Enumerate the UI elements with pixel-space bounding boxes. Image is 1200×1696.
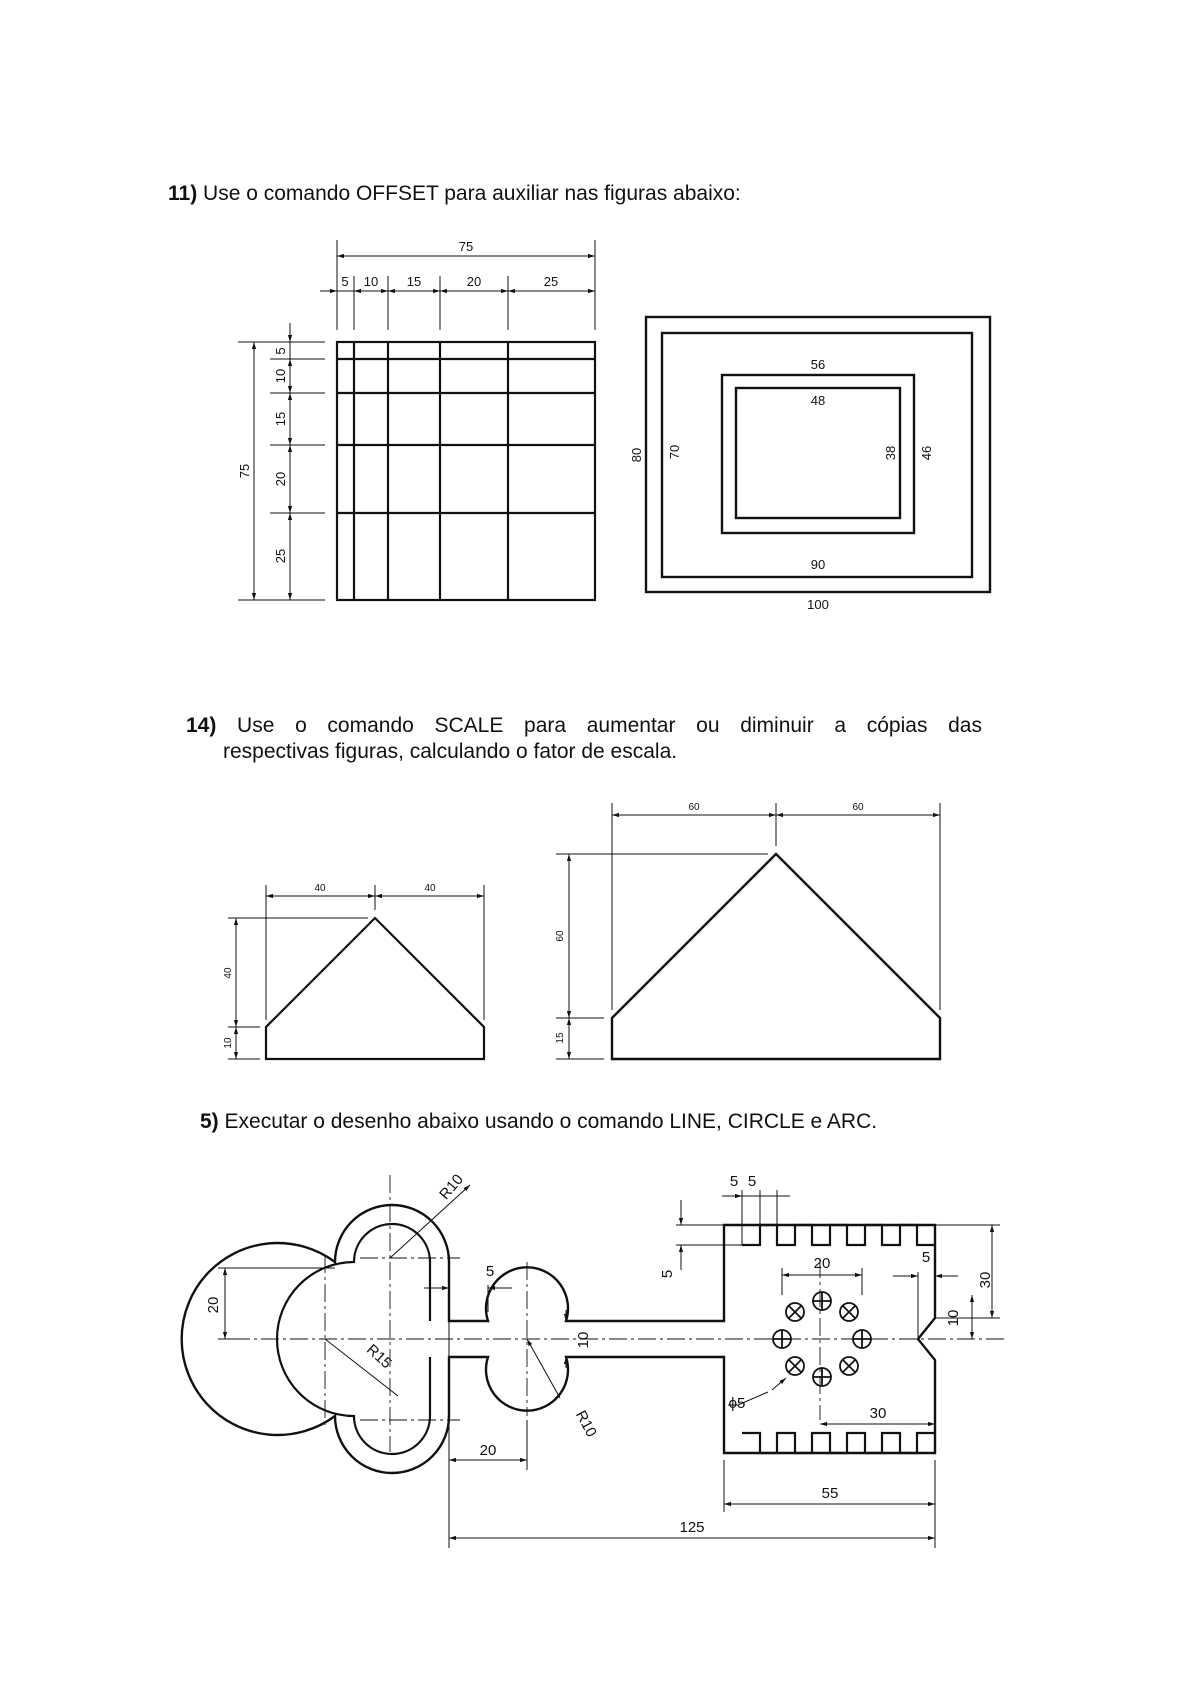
scale-small-figure xyxy=(223,883,484,1059)
dim-5-tooth-1: 5 xyxy=(729,1173,739,1190)
dim-48: 48 xyxy=(810,393,826,408)
question-number: 11) xyxy=(168,182,198,205)
grid-dimensions xyxy=(238,240,595,600)
dim-20-bottom: 20 xyxy=(479,1442,497,1459)
dim-55: 55 xyxy=(821,1485,839,1502)
small-house-shape xyxy=(266,918,484,1059)
dim-small-width-2: 40 xyxy=(424,883,436,894)
dim-large-height-1: 60 xyxy=(555,930,566,942)
offset-grid-figure xyxy=(237,239,595,600)
dim-height-1: 5 xyxy=(273,347,288,355)
dim-small-height-1: 40 xyxy=(223,967,234,979)
dim-large-width-1: 60 xyxy=(688,802,700,813)
dim-30-vertical: 30 xyxy=(977,1271,994,1289)
dim-r15: R15 xyxy=(363,1341,395,1373)
key-figure xyxy=(182,1171,1005,1548)
dim-width-3: 15 xyxy=(406,274,422,289)
dim-width-1: 5 xyxy=(341,274,349,289)
dim-5-notch: 5 xyxy=(921,1249,931,1266)
dim-phi5: ϕ5 xyxy=(728,1395,746,1412)
dim-height-5: 25 xyxy=(273,548,288,564)
dim-r10-bottom: R10 xyxy=(572,1407,600,1441)
dim-56: 56 xyxy=(810,357,826,372)
question-number: 14) xyxy=(186,714,217,737)
dim-5-neck: 5 xyxy=(485,1263,495,1280)
question-number: 5) xyxy=(200,1110,219,1133)
large-house-shape xyxy=(612,854,940,1059)
dim-total-height: 75 xyxy=(237,463,252,479)
question-text: Executar o desenho abaixo usando o comando LINE, CIRCLE e ARC. xyxy=(224,1110,878,1133)
grid-lines xyxy=(337,342,595,600)
dim-r10-top: R10 xyxy=(436,1171,467,1204)
dim-5-step: 5 xyxy=(659,1269,676,1279)
scale-large-figure xyxy=(555,802,940,1059)
question-14-line-2: respectivas figuras, calculando o fator de escala. xyxy=(223,740,678,763)
offset-rectangles-figure xyxy=(629,317,990,612)
dim-5-tooth-2: 5 xyxy=(747,1173,757,1190)
key-top-teeth xyxy=(742,1225,935,1245)
key-bottom-teeth xyxy=(742,1433,935,1453)
dim-10-shaft: 10 xyxy=(575,1331,592,1349)
dim-height-4: 20 xyxy=(273,471,288,487)
dim-80: 80 xyxy=(629,447,644,463)
dim-70: 70 xyxy=(667,444,682,460)
dim-38: 38 xyxy=(883,445,898,461)
question-text: Use o comando OFFSET para auxiliar nas figuras abaixo: xyxy=(203,182,741,205)
dim-30-horizontal: 30 xyxy=(869,1405,887,1422)
dim-width-4: 20 xyxy=(466,274,482,289)
dim-small-height-2: 10 xyxy=(223,1037,234,1049)
dim-large-height-2: 15 xyxy=(555,1032,566,1044)
dim-height-3: 15 xyxy=(273,411,288,427)
dim-height-2: 10 xyxy=(273,368,288,384)
centerlines xyxy=(232,1175,1005,1452)
dim-100: 100 xyxy=(807,597,829,612)
dim-125: 125 xyxy=(679,1519,705,1536)
dim-10-notch: 10 xyxy=(945,1309,962,1327)
dim-total-width: 75 xyxy=(458,239,474,254)
dim-20-holes: 20 xyxy=(813,1255,831,1272)
dim-small-width-1: 40 xyxy=(314,883,326,894)
dim-width-5: 25 xyxy=(543,274,559,289)
dim-width-2: 10 xyxy=(363,274,379,289)
question-text: Use o comando SCALE para aumentar ou diminuir a cópias das xyxy=(237,714,982,737)
dim-46: 46 xyxy=(919,445,934,461)
dim-large-width-2: 60 xyxy=(852,802,864,813)
dim-90: 90 xyxy=(810,557,826,572)
dim-20-vertical: 20 xyxy=(205,1296,222,1314)
